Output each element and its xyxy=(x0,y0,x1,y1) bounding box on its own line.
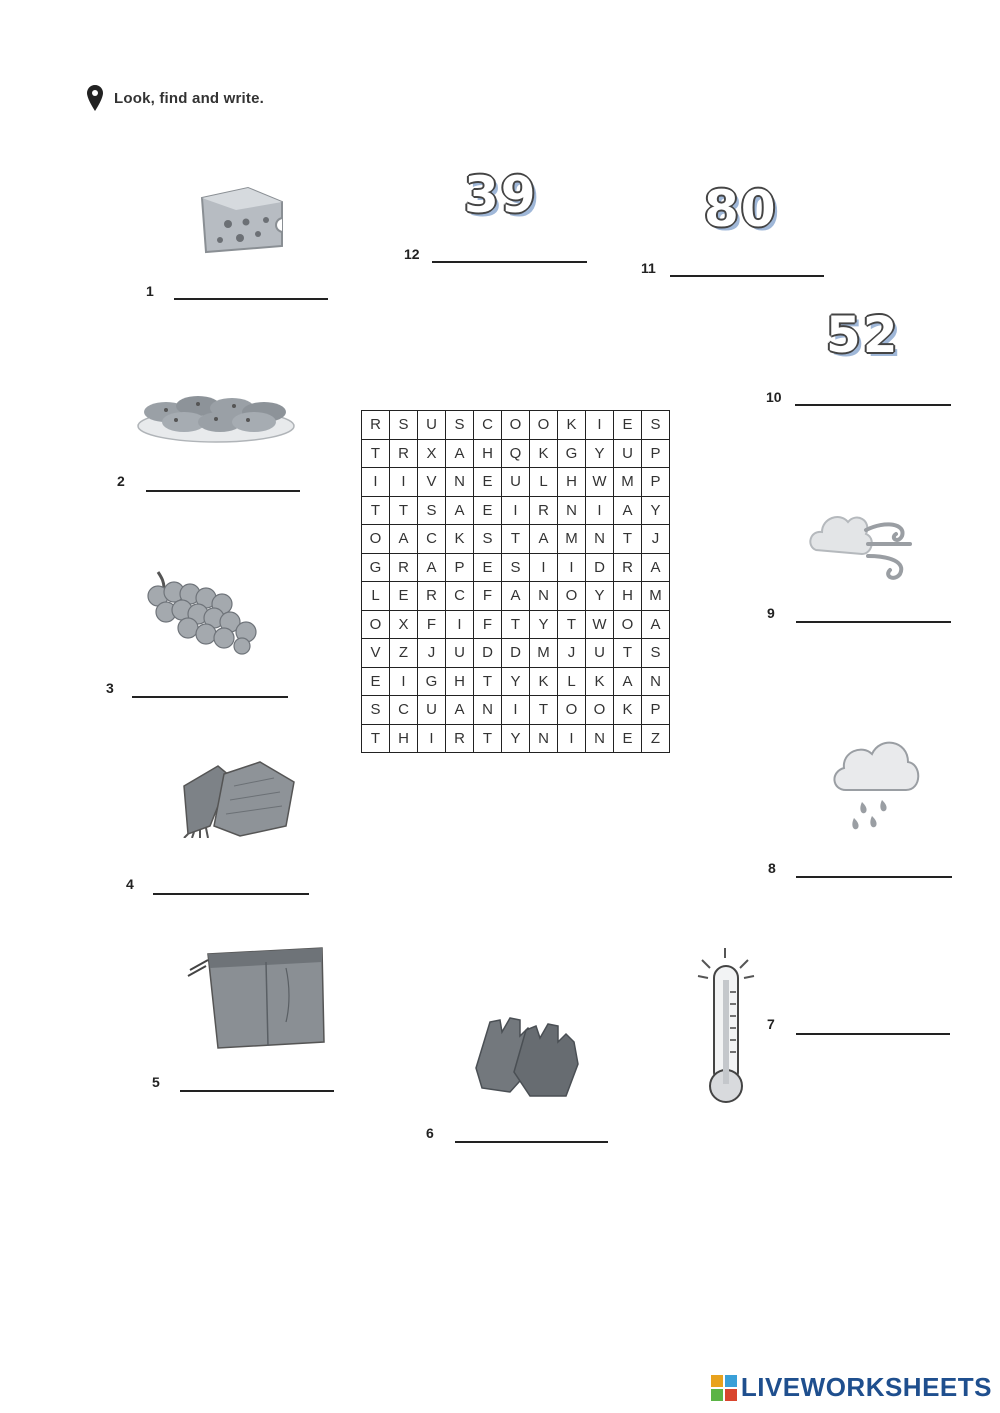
word-search-cell[interactable]: Z xyxy=(642,724,670,753)
word-search-cell[interactable]: R xyxy=(418,582,446,611)
gloves-icon xyxy=(470,1012,584,1098)
word-search-cell[interactable]: K xyxy=(614,696,642,725)
word-search-cell[interactable]: T xyxy=(390,496,418,525)
word-search-cell[interactable]: I xyxy=(502,496,530,525)
word-search-cell[interactable]: F xyxy=(474,582,502,611)
item-number-11: 11 xyxy=(641,260,656,276)
word-search-cell[interactable]: A xyxy=(446,496,474,525)
shorts-icon xyxy=(186,946,326,1050)
word-search-cell[interactable]: O xyxy=(558,696,586,725)
word-search-cell[interactable]: T xyxy=(362,724,390,753)
word-search-cell[interactable]: A xyxy=(642,553,670,582)
word-search-row xyxy=(362,553,670,582)
word-search-cell[interactable]: S xyxy=(390,411,418,440)
word-search-row xyxy=(362,724,670,753)
word-search-cell[interactable]: R xyxy=(390,553,418,582)
word-search-row xyxy=(362,496,670,525)
word-search-cell[interactable]: P xyxy=(642,696,670,725)
word-search-cell[interactable]: U xyxy=(446,639,474,668)
answer-line-7[interactable] xyxy=(796,1033,950,1035)
item-number-10: 10 xyxy=(766,389,782,405)
word-search-cell[interactable]: E xyxy=(474,496,502,525)
word-search-cell[interactable]: H xyxy=(474,439,502,468)
word-search-cell[interactable]: T xyxy=(362,439,390,468)
word-search-cell[interactable]: V xyxy=(362,639,390,668)
word-search-cell[interactable]: Y xyxy=(502,724,530,753)
word-search-cell[interactable]: N xyxy=(446,468,474,497)
cookies-icon xyxy=(136,386,296,444)
answer-line-12[interactable] xyxy=(432,261,587,263)
word-search-cell[interactable]: T xyxy=(502,525,530,554)
word-search-cell[interactable]: A xyxy=(446,696,474,725)
answer-line-8[interactable] xyxy=(796,876,952,878)
word-search-cell[interactable]: N xyxy=(474,696,502,725)
word-search-cell[interactable]: O xyxy=(614,610,642,639)
word-search-cell[interactable]: P xyxy=(642,468,670,497)
word-search-cell[interactable]: Y xyxy=(642,496,670,525)
word-search-cell[interactable]: T xyxy=(502,610,530,639)
word-search-cell[interactable]: I xyxy=(390,667,418,696)
word-search-cell[interactable]: I xyxy=(418,724,446,753)
word-search-cell[interactable]: R xyxy=(614,553,642,582)
word-search-cell[interactable]: U xyxy=(586,639,614,668)
answer-line-5[interactable] xyxy=(180,1090,334,1092)
number-39: 39 xyxy=(464,166,538,224)
word-search-cell[interactable]: E xyxy=(474,468,502,497)
word-search-cell[interactable]: C xyxy=(474,411,502,440)
word-search-cell[interactable]: I xyxy=(558,724,586,753)
word-search-cell[interactable]: R xyxy=(530,496,558,525)
word-search-cell[interactable]: D xyxy=(586,553,614,582)
item-number-1: 1 xyxy=(146,283,154,299)
word-search-cell[interactable]: K xyxy=(586,667,614,696)
word-search-cell[interactable]: A xyxy=(642,610,670,639)
word-search-cell[interactable]: K xyxy=(530,439,558,468)
answer-line-9[interactable] xyxy=(796,621,951,623)
word-search-cell[interactable]: W xyxy=(586,610,614,639)
word-search-cell[interactable]: N xyxy=(586,525,614,554)
answer-line-3[interactable] xyxy=(132,696,288,698)
word-search-cell[interactable]: O xyxy=(530,411,558,440)
word-search-cell[interactable]: I xyxy=(530,553,558,582)
wind-icon xyxy=(806,500,916,584)
word-search-cell[interactable]: U xyxy=(614,439,642,468)
answer-line-4[interactable] xyxy=(153,893,309,895)
word-search-cell[interactable]: R xyxy=(446,724,474,753)
word-search-cell[interactable]: A xyxy=(530,525,558,554)
word-search-cell[interactable]: S xyxy=(362,696,390,725)
word-search-row xyxy=(362,696,670,725)
word-search-cell[interactable]: A xyxy=(502,582,530,611)
word-search-cell[interactable]: S xyxy=(642,411,670,440)
word-search-cell[interactable]: I xyxy=(586,496,614,525)
word-search-cell[interactable]: E xyxy=(390,582,418,611)
word-search-cell[interactable]: C xyxy=(418,525,446,554)
instruction xyxy=(86,84,264,112)
word-search-cell[interactable]: I xyxy=(502,696,530,725)
word-search-cell[interactable]: G xyxy=(362,553,390,582)
word-search-row xyxy=(362,468,670,497)
word-search-cell[interactable]: U xyxy=(418,411,446,440)
word-search-cell[interactable]: G xyxy=(558,439,586,468)
word-search-cell[interactable]: T xyxy=(474,667,502,696)
word-search-cell[interactable]: O xyxy=(586,696,614,725)
word-search-cell[interactable]: U xyxy=(502,468,530,497)
word-search-cell[interactable]: J xyxy=(642,525,670,554)
word-search-cell[interactable]: T xyxy=(558,610,586,639)
word-search-cell[interactable]: A xyxy=(614,667,642,696)
word-search-cell[interactable]: T xyxy=(474,724,502,753)
word-search-cell[interactable]: E xyxy=(614,724,642,753)
item-number-5: 5 xyxy=(152,1074,160,1090)
word-search-cell[interactable]: S xyxy=(418,496,446,525)
word-search-cell[interactable]: Y xyxy=(530,610,558,639)
word-search-cell[interactable]: J xyxy=(558,639,586,668)
word-search-row xyxy=(362,667,670,696)
scarf-icon xyxy=(174,756,298,838)
word-search-cell[interactable]: M xyxy=(558,525,586,554)
word-search-cell[interactable]: Y xyxy=(502,667,530,696)
word-search-cell[interactable]: A xyxy=(390,525,418,554)
word-search-row xyxy=(362,411,670,440)
word-search-cell[interactable]: O xyxy=(362,610,390,639)
word-search-cell[interactable]: X xyxy=(390,610,418,639)
word-search-cell[interactable]: S xyxy=(474,525,502,554)
word-search-cell[interactable]: T xyxy=(614,525,642,554)
word-search-cell[interactable]: P xyxy=(446,553,474,582)
word-search-cell[interactable]: C xyxy=(390,696,418,725)
word-search-cell[interactable]: C xyxy=(446,582,474,611)
word-search-cell[interactable]: D xyxy=(474,639,502,668)
liveworksheets-logo xyxy=(711,1372,992,1403)
word-search-cell[interactable]: Y xyxy=(586,439,614,468)
word-search-cell[interactable]: I xyxy=(586,411,614,440)
rain-cloud-icon xyxy=(828,730,922,842)
word-search-cell[interactable]: K xyxy=(530,667,558,696)
word-search-cell[interactable]: E xyxy=(474,553,502,582)
word-search-cell[interactable]: N xyxy=(642,667,670,696)
item-number-4: 4 xyxy=(126,876,134,892)
answer-line-2[interactable] xyxy=(146,490,300,492)
word-search-grid[interactable] xyxy=(361,410,670,753)
item-number-2: 2 xyxy=(117,473,125,489)
word-search-cell[interactable]: H xyxy=(558,468,586,497)
word-search-row xyxy=(362,610,670,639)
word-search-cell[interactable]: A xyxy=(614,496,642,525)
word-search-cell[interactable]: H xyxy=(446,667,474,696)
word-search-cell[interactable]: X xyxy=(418,439,446,468)
answer-line-6[interactable] xyxy=(455,1141,608,1143)
cheese-icon xyxy=(196,184,286,256)
word-search-cell[interactable]: J xyxy=(418,639,446,668)
word-search-cell[interactable]: N xyxy=(558,496,586,525)
word-search-cell[interactable]: U xyxy=(418,696,446,725)
liveworksheets-logo-icon xyxy=(711,1375,737,1401)
word-search-cell[interactable]: I xyxy=(362,468,390,497)
word-search-cell[interactable]: D xyxy=(502,639,530,668)
word-search-cell[interactable]: O xyxy=(558,582,586,611)
number-80: 80 xyxy=(704,180,778,238)
word-search-cell[interactable]: W xyxy=(586,468,614,497)
word-search-cell[interactable]: O xyxy=(362,525,390,554)
word-search-cell[interactable]: A xyxy=(446,439,474,468)
word-search-cell[interactable]: Y xyxy=(586,582,614,611)
word-search-cell[interactable]: N xyxy=(530,582,558,611)
word-search-cell[interactable]: I xyxy=(558,553,586,582)
word-search-cell[interactable]: A xyxy=(418,553,446,582)
thermometer-icon xyxy=(694,946,760,1108)
word-search-cell[interactable]: M xyxy=(530,639,558,668)
word-search-row xyxy=(362,639,670,668)
word-search-cell[interactable]: M xyxy=(642,582,670,611)
word-search-cell[interactable]: K xyxy=(558,411,586,440)
word-search-cell[interactable]: K xyxy=(446,525,474,554)
word-search-row xyxy=(362,582,670,611)
word-search-cell[interactable]: R xyxy=(362,411,390,440)
item-number-12: 12 xyxy=(404,246,420,262)
word-search-cell[interactable]: T xyxy=(530,696,558,725)
item-number-7: 7 xyxy=(767,1016,775,1032)
word-search-cell[interactable]: Z xyxy=(390,639,418,668)
word-search-cell[interactable]: E xyxy=(614,411,642,440)
answer-line-10[interactable] xyxy=(795,404,951,406)
location-pin-icon xyxy=(86,84,104,112)
word-search-cell[interactable]: G xyxy=(418,667,446,696)
word-search-cell[interactable]: E xyxy=(362,667,390,696)
answer-line-11[interactable] xyxy=(670,275,824,277)
word-search-cell[interactable]: T xyxy=(362,496,390,525)
word-search-cell[interactable]: S xyxy=(446,411,474,440)
word-search-cell[interactable]: S xyxy=(502,553,530,582)
word-search-cell[interactable]: L xyxy=(530,468,558,497)
word-search-row xyxy=(362,525,670,554)
answer-line-1[interactable] xyxy=(174,298,328,300)
word-search-cell[interactable]: V xyxy=(418,468,446,497)
word-search-cell[interactable]: P xyxy=(642,439,670,468)
word-search-cell[interactable]: S xyxy=(642,639,670,668)
word-search-cell[interactable]: N xyxy=(530,724,558,753)
item-number-6: 6 xyxy=(426,1125,434,1141)
grapes-icon xyxy=(138,566,262,656)
item-number-8: 8 xyxy=(768,860,776,876)
word-search-cell[interactable]: T xyxy=(614,639,642,668)
item-number-9: 9 xyxy=(767,605,775,621)
instruction-text: Look, find and write. xyxy=(114,89,265,107)
word-search-cell[interactable]: I xyxy=(446,610,474,639)
word-search-cell[interactable]: F xyxy=(418,610,446,639)
word-search-row xyxy=(362,439,670,468)
word-search-cell[interactable]: O xyxy=(502,411,530,440)
word-search-cell[interactable]: M xyxy=(614,468,642,497)
brand-text: LIVEWORKSHEETS xyxy=(740,1372,992,1402)
word-search-cell[interactable]: H xyxy=(614,582,642,611)
word-search-cell[interactable]: N xyxy=(586,724,614,753)
word-search-cell[interactable]: F xyxy=(474,610,502,639)
word-search-cell[interactable]: R xyxy=(390,439,418,468)
number-52: 52 xyxy=(826,306,900,364)
word-search-cell[interactable]: I xyxy=(390,468,418,497)
word-search-cell[interactable]: H xyxy=(390,724,418,753)
word-search-cell[interactable]: L xyxy=(362,582,390,611)
word-search-cell[interactable]: L xyxy=(558,667,586,696)
word-search-cell[interactable]: Q xyxy=(502,439,530,468)
item-number-3: 3 xyxy=(106,680,114,696)
